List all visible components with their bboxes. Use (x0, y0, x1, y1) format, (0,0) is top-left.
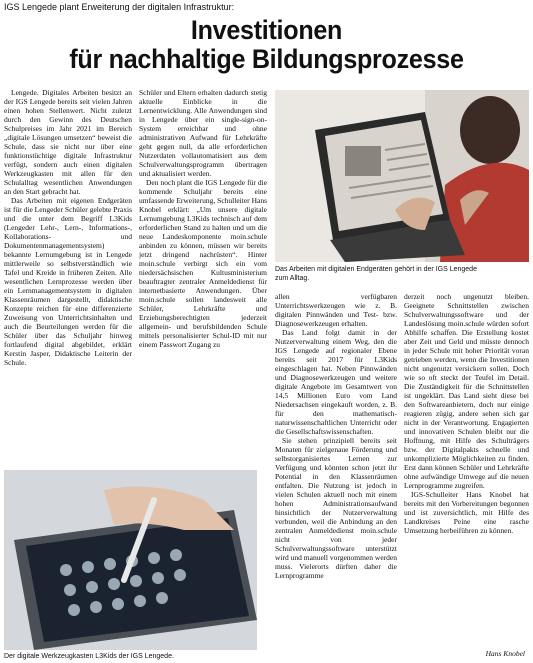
headline-line-2: für nachhaltige Bildungsprozesse (69, 44, 464, 74)
paragraph: Sie stehen prinzipiell bereits seit Monaten für zielgenaue Förderung und selbstorganisiertes Lernen zur Verfügung und könnten schon jetzt ihr Potential in den Klassenräumen entfalten. Die Nutzung ist jedoch in vielen Schulen aktuell noch mit einem hohen Administrationsaufwand hinsichtlich der Nutzerverwaltung verbunden, weil die Anbindung an den zentralen Anmeldedienst moin.schule nicht von jeder Schulverwaltungssoftware unterstützt wird und manuell vorgenommen werden muss. Vielerorts dürften daher die Lernprogramme (275, 436, 397, 580)
photo-caption-1 (275, 265, 529, 283)
article-column-2 (139, 88, 267, 466)
paragraph: Lengede. Digitales Arbeiten besitzt an der IGS Lengede bereits seit vielen Jahren einen hohen Stellenwert. Nicht zuletzt durch den Gewinn des Deutschen Schulpreises im Jahr 2021 im Bereich „digitale Lösungen umsetzen“ beweist die Schule, dass sie nicht nur über eine funktionstüchtige digitale Infrastruktur verfügt, sondern auch einen digitalen Werkzeugkasten mit allen für den Schulalltag wesentlichen Anwendungen an den Start gebracht hat. (4, 88, 132, 196)
paragraph: IGS-Schulleiter Hans Knobel hat bereits mit den Vorbereitungen begonnen und ist zuversichtlich, mit Hilfe des Landkreises Peine eine rasche Umsetzung herbeiführen zu können. (404, 490, 529, 535)
app-launcher-photo (4, 470, 257, 650)
article-column-1 (4, 88, 132, 466)
paragraph: Schüler und Eltern erhalten dadurch stetig aktuelle Einblicke in die Lernentwicklung. Alle Anwendungen sind in Lengede über ein single-sign-on-System erreichbar und ohne administrativen Aufwand für Lehrkräfte geht gegen null, da alle erforderlichen Nutzerdaten vollautomatisiert aus dem Schulverwaltungsprogramm übertragen und aktualisiert werden. (139, 88, 267, 178)
caption-line: Das Arbeiten mit digitalen Endgeräten gehört in der IGS Lengede (275, 266, 477, 273)
tablet-photo-illustration (275, 90, 529, 262)
paragraph: allen verfügbaren Unterrichtswerkzeugen wie z. B. digitalen Pinnwänden und Test- bzw. Diagnosewerkzeugen erhalten. (275, 292, 397, 328)
caption-line: zum Alltag. (275, 275, 310, 282)
paragraph: Das Land folgt damit in der Nutzerverwaltung einem Weg, den die IGS Lengede auf regionaler Ebene bereits seit 2017 für L3Kids eingeschlagen hat. Neben Pinnwänden und Diagnosewerkzeugen und weitere digitale Angebote im Gesamtwert von 14,5 Millionen Euro vom Land Niedersachsen eingekauft worden, z. B. für den mathematisch-naturwissenschaftlichen Unterricht oder die Gesellschaftswissenschaften. (275, 328, 397, 436)
headline-line-1: Investitionen (190, 15, 343, 45)
paragraph: derzeit noch ungenutzt bleiben. Geeignete Schnittstellen zwischen Schulverwaltungssoftware und der Landeslösung moin.schule würden sofort Abhilfe schaffen. Die Erstellung kostet aber Zeit und Geld und müsste dennoch in jeder Schule mit hoher Priorität voran getrieben werden, wenn die Investitionen nicht ungenutzt versickern sollen. Doch wie so oft steckt der Teufel im Detail. Die Zuständigkeit für die Schnittstellen ist ungeklärt. Das Land sieht diese bei den Softwareanbietern, doch nur einige reagieren zügig, andere sehen sich gar nicht in der Verantwortung. Engagierten und innovativen Schulen bleibt nur die Hoffnung, mit Hilfe des Schulträgers bzw. der Digitalpakts schnelle und unkomplizierte Möglichkeiten zu finden. Erst dann können Schüler und Lehrkräfte ohne aufwändige Umwege auf die neuen Lernprogramme zugreifen. (404, 292, 529, 490)
article-headline (22, 16, 510, 74)
paragraph: Den noch plant die IGS Lengede für die kommende Schuljahr bereits eine umfassende Erweiterung, Schulleiter Hans Knobel erklärt: „Um unsere digitale Lernumgebung L3Kids technisch auf dem erforderlichen Stand zu halten und um die neue Landeskomponente moin.schule anbinden zu können, müssen wir bereits jetzt dringend nachrüsten“. Hinter moin.schule verbirgt sich ein vom niedersächsischen Kultusministerium beauftragter zentraler Anmeldedienst für internetbasierte Anwendungen. Über moin.schule sollen landesweit alle Schüler, Lehrkräfte und Erziehungsberechtigten jederzeit allgemein- und berufsbildenden Schule mittels personalisierter Schul-ID mit nur einem Passwort Zugang zu (139, 178, 267, 349)
article-kicker: IGS Lengede plant Erweiterung der digitalen Infrastruktur: (4, 2, 235, 12)
author-byline: Hans Knobel (485, 649, 525, 658)
article-column-4 (404, 292, 529, 642)
photo-caption-2: Der digitale Werkzeugkasten L3Kids der IGS Lengede. (4, 653, 174, 660)
paragraph: Das Arbeiten mit eigenen Endgeräten ist für die Lengeder Schüler gelebte Praxis und die unter dem Begriff L3Kids (Lengeder Lehr-, Lern-, Informations-, Kollaborations- und Dokumentenmanagementsystem) bekannte Lernumgebung ist in Lengede mittlerweile so selbstverständlich wie Tafel und Kreide in früheren Zeiten. Alle wesentlichen Lernprozesse werden über ein Lernmanagementsystem in digitalen Klassenräumen dargestellt, didaktische Konzepte reichen für eine differenzierte Zuweisung von Unterrichtsinhalten und auch die Beurteilungen werden für die Schüler über das Schuljahr hinweg fortlaufend digital abgebildet, erklärt Kerstin Jasper, Didaktische Leiterin der Schule. (4, 196, 132, 367)
article-column-3 (275, 292, 397, 649)
tablet-photo (275, 90, 529, 262)
app-launcher-illustration (4, 470, 257, 650)
